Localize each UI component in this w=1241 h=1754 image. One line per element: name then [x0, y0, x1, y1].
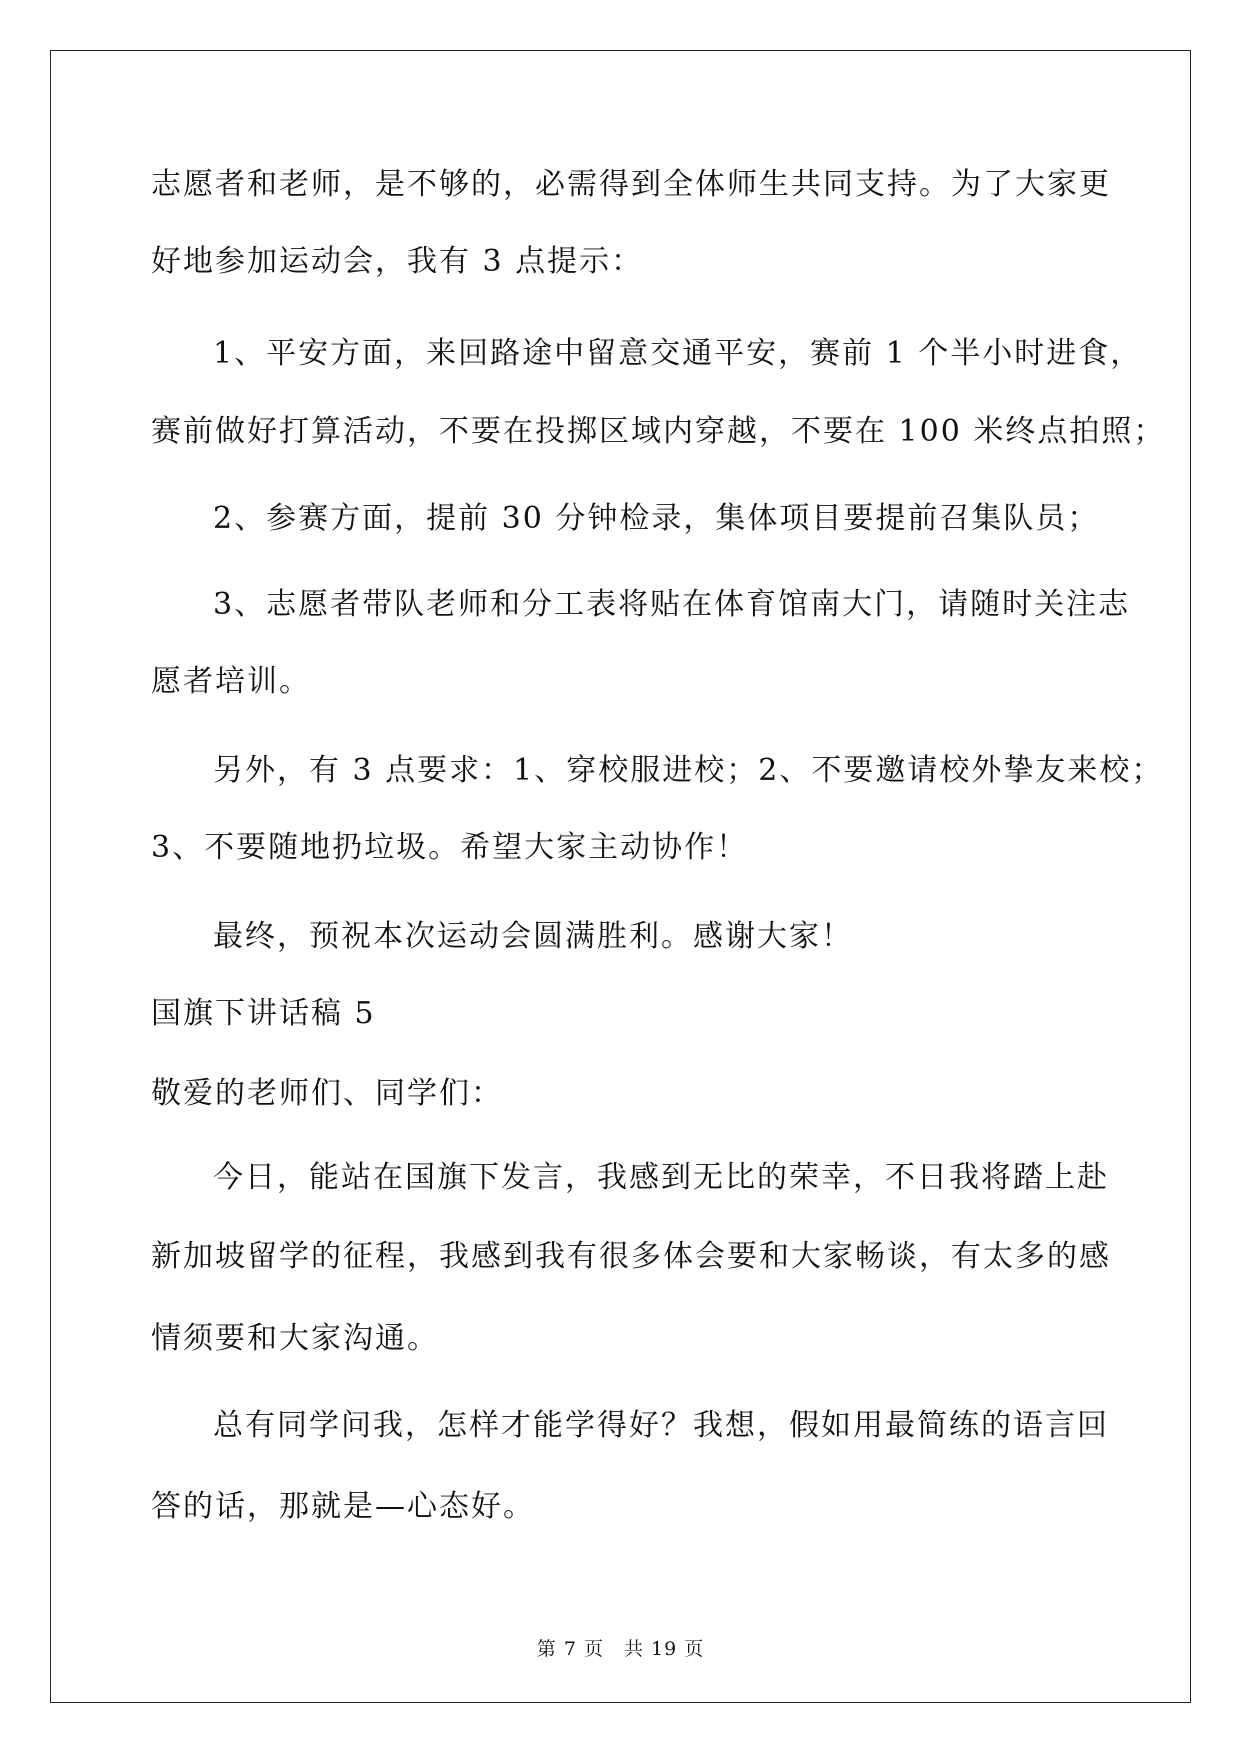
text-line: 答的话，那就是—心态好。: [151, 1489, 535, 1524]
text-line: 愿者培训。: [151, 664, 311, 699]
text-line: 赛前做好打算活动，不要在投掷区域内穿越，不要在 100 米终点拍照；: [151, 414, 1166, 449]
text-line: 3、不要随地扔垃圾。希望大家主动协作！: [151, 830, 749, 865]
paragraph-start-line: 今日，能站在国旗下发言，我感到无比的荣幸，不日我将踏上赴: [213, 1160, 1109, 1195]
paragraph-start-line: 最终，预祝本次运动会圆满胜利。感谢大家！: [213, 919, 853, 954]
paragraph-start-line: 1、平安方面，来回路途中留意交通平安，赛前 1 个半小时进食，: [213, 336, 1143, 371]
text-line: 新加坡留学的征程，我感到我有很多体会要和大家畅谈，有太多的感: [151, 1239, 1111, 1274]
page-number-footer: 第 7 页 共 19 页: [536, 1638, 705, 1660]
paragraph-start-line: 另外，有 3 点要求：1、穿校服进校；2、不要邀请校外挚友来校；: [213, 753, 1164, 788]
page-border: [50, 50, 1191, 1703]
paragraph-start-line: 2、参赛方面，提前 30 分钟检录，集体项目要提前召集队员；: [213, 501, 1100, 536]
paragraph-start-line: 3、志愿者带队老师和分工表将贴在体育馆南大门，请随时关注志: [213, 587, 1131, 622]
text-line: 志愿者和老师，是不够的，必需得到全体师生共同支持。为了大家更: [151, 167, 1111, 202]
text-line: 好地参加运动会，我有 3 点提示：: [151, 244, 644, 279]
salutation-line: 敬爱的老师们、同学们：: [151, 1076, 503, 1111]
section-heading: 国旗下讲话稿 5: [151, 996, 376, 1031]
text-line: 情须要和大家沟通。: [151, 1321, 439, 1356]
paragraph-start-line: 总有同学问我，怎样才能学得好？我想，假如用最简练的语言回: [213, 1408, 1109, 1443]
